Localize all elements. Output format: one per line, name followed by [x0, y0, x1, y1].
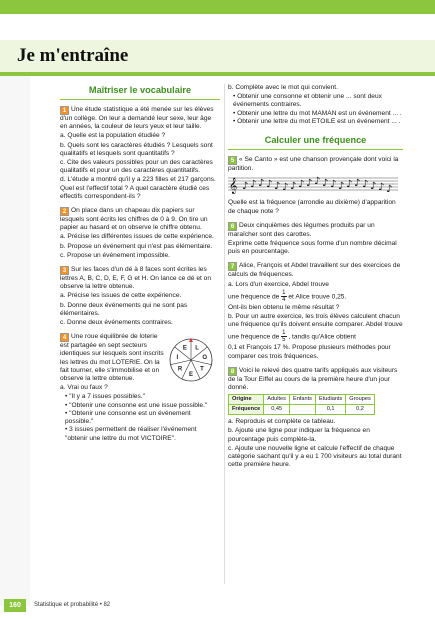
- exercise-6: [228, 222, 403, 257]
- table-cell: Groupes: [346, 395, 374, 405]
- frequency-table: [228, 394, 375, 415]
- exercise-intro: Alice, François et Abdel travaillent sur des exercices de calculs de fréquences.: [228, 262, 401, 279]
- wheel-letter: E: [188, 372, 194, 379]
- title-bar: [0, 40, 435, 76]
- question-c: c. Ajoute une nouvelle ligne et calcule l'effectif de chaque catégorie sachant qu'il y a eu 1 700 visiteurs au total durant cette première heure.: [228, 444, 402, 469]
- question: Exprime cette fréquence sous forme d'un nombre décimal puis en pourcentage.: [228, 240, 397, 256]
- music-note: ♪: [298, 179, 305, 191]
- question-a: a. Précise les différentes issues de cette expérience.: [60, 233, 214, 241]
- table-cell: Etudiants: [315, 395, 345, 405]
- left-column: [60, 84, 220, 449]
- question-c: c. Cite des valeurs possibles pour un des caractères qualitatifs et pour un des caractères quantitatifs.: [60, 159, 213, 175]
- music-note: ♪: [266, 179, 273, 191]
- exercise-intro: Sur les faces d'un dé à 8 faces sont écrites les lettres A, B, C, D, E, F, G et H. On lance ce dé et on observe la lettre obtenue.: [60, 266, 211, 291]
- footer: [0, 598, 435, 612]
- true-false-list: [60, 393, 220, 442]
- fraction-prefix: une fréquence de: [228, 293, 280, 301]
- list-item: • "Obtenir une consonne est une issue possible.": [65, 402, 220, 410]
- question-b: b. Propose un événement qui n'est pas élémentaire.: [60, 242, 213, 250]
- question-b: b. Complète avec le mot qui convient.: [228, 84, 338, 91]
- question-a: a. Précise les issues de cette expérience.: [60, 292, 182, 300]
- exercise-intro: Deux cinquièmes des légumes produits par un maraîcher sont des carottes.: [228, 221, 375, 238]
- table-cell: Enfants: [289, 395, 315, 405]
- wheel-letter: E: [182, 345, 187, 352]
- complete-list: [228, 93, 403, 126]
- table-row: [229, 405, 375, 415]
- music-note: ♪: [306, 178, 313, 190]
- table-row: [229, 395, 375, 405]
- exercise-number: 6: [228, 222, 237, 231]
- exercise-intro: Une roue équilibrée de loterie est partagée en sept secteurs identiques sur lesquels sont inscrits les lettres du mot LOTERIE. On la fait tourner, elle s'immobilise et on observe la lettre obtenue.: [60, 333, 164, 383]
- music-note: ♪: [290, 181, 297, 193]
- music-note: ♪: [274, 181, 281, 193]
- music-note: ♪: [314, 176, 321, 188]
- exercise-number: 1: [60, 106, 69, 115]
- music-note: ♪: [370, 181, 377, 193]
- list-item: • Obtenir une lettre du mot MAMAN est un événement ... .: [233, 110, 403, 118]
- question-b: b. Ajoute une ligne pour indiquer la fréquence en pourcentage puis complète-la.: [228, 427, 370, 443]
- exercise-7: [228, 262, 403, 360]
- wheel-letter: R: [177, 366, 183, 373]
- table-cell: 0,2: [346, 405, 374, 415]
- svg-text:𝄞: 𝄞: [229, 178, 238, 195]
- question-a: a. Reproduis et complète ce tableau.: [228, 418, 336, 426]
- question-b-end: 0,1 et François 17 %. Propose plusieurs méthodes pour comparer ces trois fréquences.: [228, 344, 391, 360]
- question-a: a. Quelle est la population étudiée ?: [60, 132, 166, 140]
- question-a: a. Lors d'un exercice, Abdel trouve: [228, 280, 329, 288]
- wheel-letter: O: [202, 355, 207, 362]
- question-b: b. Quels sont les caractères étudiés ? Lesquels sont qualitatifs et lesquels sont quantitatifs ?: [60, 141, 213, 157]
- table-cell: Fréquence: [229, 405, 264, 415]
- exercise-number: 2: [60, 207, 69, 216]
- music-note: ♪: [330, 179, 337, 191]
- question-b: b. Donne deux événements qui ne sont pas élémentaires.: [60, 301, 188, 317]
- section-title-frequence: Calculer une fréquence: [228, 134, 403, 150]
- exercise-1: [60, 106, 220, 201]
- fraction-one-quarter: $\frac{1}{4}$: [282, 289, 286, 303]
- exercise-number: 5: [228, 156, 237, 165]
- exercise-number: 8: [228, 367, 237, 376]
- music-note: ♪: [338, 181, 345, 193]
- music-note: ♪: [250, 179, 257, 191]
- question-a-end: Ont-ils bien obtenu le même résultat ?: [228, 303, 340, 311]
- exercise-number: 3: [60, 266, 69, 275]
- list-item: • "Il y a 7 issues possibles.": [65, 393, 220, 401]
- exercise-number: 4: [60, 333, 69, 342]
- music-note: ♪: [386, 184, 393, 196]
- music-note: ♪: [354, 178, 361, 190]
- fraction-prefix: une fréquence de: [228, 333, 280, 341]
- exercise-number: 7: [228, 262, 237, 271]
- wheel-letter: I: [176, 355, 179, 362]
- list-item: • "Obtenir une consonne est un événement possible.": [65, 410, 220, 426]
- wheel-letter: L: [195, 345, 199, 352]
- section-title-vocabulaire: Maîtriser le vocabulaire: [60, 84, 220, 100]
- exercise-8: [228, 367, 403, 470]
- fraction-suffix: et Alice trouve 0,25.: [288, 293, 347, 301]
- music-note: ♪: [258, 178, 265, 190]
- exercise-3: [60, 266, 220, 327]
- music-note: ♪: [242, 181, 249, 193]
- exercise-4: [60, 333, 220, 442]
- column-divider: [224, 84, 225, 584]
- lottery-wheel: [168, 337, 214, 383]
- exercise-2: [60, 207, 220, 260]
- page-number: 160: [4, 599, 26, 612]
- page-title: Je m'entraîne: [17, 45, 129, 66]
- exercise-intro: « Se Canto » est une chanson provençale dont voici la partition.: [228, 156, 399, 173]
- list-item: • 3 issues permettent de réaliser l'événement "obtenir une lettre du mot VICTOIRE".: [65, 426, 220, 442]
- top-color-band: [0, 0, 435, 14]
- list-item: • Obtenir une lettre du mot ETOILE est un événement ... .: [233, 118, 403, 126]
- music-note: ♪: [282, 182, 289, 194]
- exercise-4-continued: [228, 84, 403, 126]
- table-cell: Adultes: [264, 395, 290, 405]
- music-note: ♪: [378, 182, 385, 194]
- table-cell: Origine: [229, 395, 264, 405]
- music-score: [228, 174, 398, 196]
- music-note: ♪: [346, 179, 353, 191]
- wheel-letter: T: [200, 366, 204, 373]
- question: Quelle est la fréquence (arrondie au dixième) d'apparition de chaque note ?: [228, 199, 396, 215]
- table-cell: [289, 405, 315, 415]
- exercise-5: [228, 156, 403, 216]
- exercise-intro: On place dans un chapeau dix papiers sur lesquels sont écrits les chiffres de 0 à 9. On tire un papier au hasard et on observe le chiffre obtenu.: [60, 207, 208, 232]
- music-note: ♪: [322, 178, 329, 190]
- question-c: c. Donne deux événements contraires.: [60, 319, 173, 327]
- question-d: d. L'étude a montré qu'il y a 223 filles et 217 garçons. Quel est l'effectif total ? A quel caractère étudié ces effectifs correspondent-ils ?: [60, 176, 216, 200]
- question-a: a. Vrai ou faux ?: [60, 384, 108, 392]
- table-cell: 0,45: [264, 405, 290, 415]
- table-cell: 0,1: [315, 405, 345, 415]
- question-c: c. Propose un événement impossible.: [60, 251, 170, 259]
- list-item: • Obtenir une consonne et obtenir une ... sont deux événements contraires.: [233, 93, 403, 109]
- question-b: b. Pour un autre exercice, les trois élèves calculent chacun une fréquence qu'ils doivent ensuite comparer. Abdel trouve: [228, 313, 403, 329]
- exercise-intro: Une étude statistique a été menée sur les élèves d'un collège. On leur a demandé leur sexe, leur âge en années, la couleur de leurs yeux et leur taille.: [60, 106, 214, 131]
- fraction-one-fifth: $\frac{1}{5}$: [282, 330, 286, 344]
- exercise-intro: Voici le relevé des quatre tarifs appliqués aux visiteurs de la Tour Eiffel au cours de la première heure d'un jour donné.: [228, 366, 398, 392]
- fraction-suffix: , tandis qu'Alice obtient: [288, 333, 356, 341]
- music-note: ♪: [362, 179, 369, 191]
- left-margin-band: [0, 76, 30, 606]
- footer-text: Statistique et probabilité • 82: [34, 602, 111, 608]
- right-column: [228, 84, 403, 475]
